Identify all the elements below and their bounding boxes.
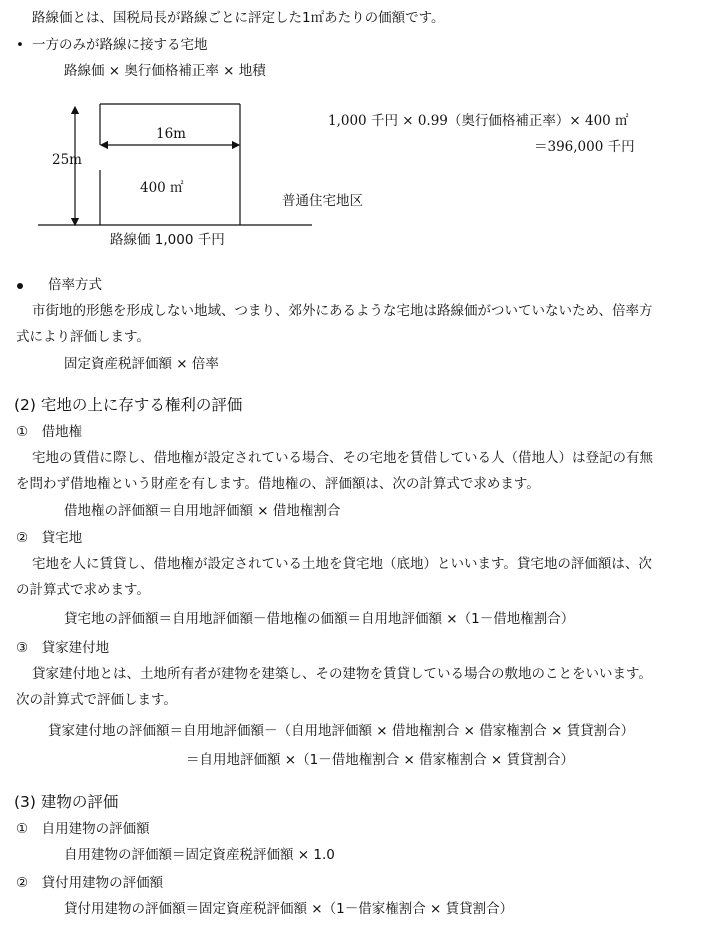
one-side-title: 一方のみが路線に接する宅地: [32, 37, 208, 53]
multiplier-body-1: 市街地的形態を形成しない地域、つまり、郊外にあるような宅地は路線価がついていないため、倍率方: [32, 303, 653, 319]
section2-item1-body-1: 宅地の賃借に際し、借地権が設定されている場合、その宅地を賃借している人（借地人）は登記の有無: [32, 450, 653, 466]
section2-item1-formula: 借地権の評価額＝自用地評価額 × 借地権割合: [64, 503, 341, 519]
calc-line-1: 1,000 千円 × 0.99（奥行価格補正率）× 400 ㎡: [328, 113, 629, 129]
section2-item3-body-2: 次の計算式で評価します。: [16, 692, 177, 708]
road-price-diagram: [0, 0, 704, 260]
section3-item2-formula: 貸付用建物の評価額＝固定資産税評価額 ×（1－借家権割合 × 賃貸割合）: [64, 901, 514, 917]
section2-item3-body-1: 貸家建付地とは、土地所有者が建物を建築し、その建物を賃貸している場合の敷地のことをいいます。: [32, 666, 652, 682]
section3-title: (3) 建物の評価: [14, 793, 119, 811]
section2-item3-formula-2: ＝自用地評価額 ×（1－借地権割合 × 借家権割合 × 賃貸割合）: [186, 752, 574, 768]
section2-item3-formula-1: 貸家建付地の評価額＝自用地評価額－（自用地評価額 × 借地権割合 × 借家権割合 × 賃貸割合）: [48, 723, 635, 739]
one-side-formula: 路線価 × 奥行価格補正率 × 地積: [64, 63, 266, 79]
section2-item2-label: ② 貸宅地: [16, 530, 83, 546]
calc-line-2: ＝396,000 千円: [534, 139, 635, 155]
section2-item2-body-2: の計算式で求めます。: [16, 582, 150, 598]
frontage-label: 16m: [156, 126, 186, 142]
section3-item1-label: ① 自用建物の評価額: [16, 821, 150, 837]
bullet-one-side: •: [16, 37, 24, 53]
district-label: 普通住宅地区: [282, 193, 363, 209]
section3-item1-formula: 自用建物の評価額＝固定資産税評価額 × 1.0: [64, 847, 335, 863]
multiplier-formula: 固定資産税評価額 × 倍率: [64, 356, 219, 372]
multiplier-body-2: 式により評価します。: [16, 329, 150, 345]
bullet-multiplier: [17, 283, 23, 289]
section2-item3-label: ③ 貸家建付地: [16, 640, 110, 656]
section2-item2-body-1: 宅地を人に賃貸し、借地権が設定されている土地を貸宅地（底地）といいます。貸宅地の評価額は、次: [32, 556, 652, 572]
depth-label: 25m: [52, 152, 82, 168]
multiplier-title: 倍率方式: [48, 277, 102, 293]
section2-title: (2) 宅地の上に存する権利の評価: [14, 396, 243, 414]
section2-item1-body-2: を問わず借地権という財産を有します。借地権の、評価額は、次の計算式で求めます。: [16, 476, 540, 492]
section2-item2-formula: 貸宅地の評価額＝自用地評価額－借地権の価額＝自用地評価額 ×（1－借地権割合）: [64, 611, 575, 627]
road-price-label: 路線価 1,000 千円: [110, 232, 225, 248]
section2-item1-label: ① 借地権: [16, 424, 83, 440]
section3-item2-label: ② 貸付用建物の評価額: [16, 875, 164, 891]
area-label: 400 ㎡: [140, 180, 184, 196]
intro-text: 路線価とは、国税局長が路線ごとに評定した1㎡あたりの価額です。: [32, 10, 445, 26]
